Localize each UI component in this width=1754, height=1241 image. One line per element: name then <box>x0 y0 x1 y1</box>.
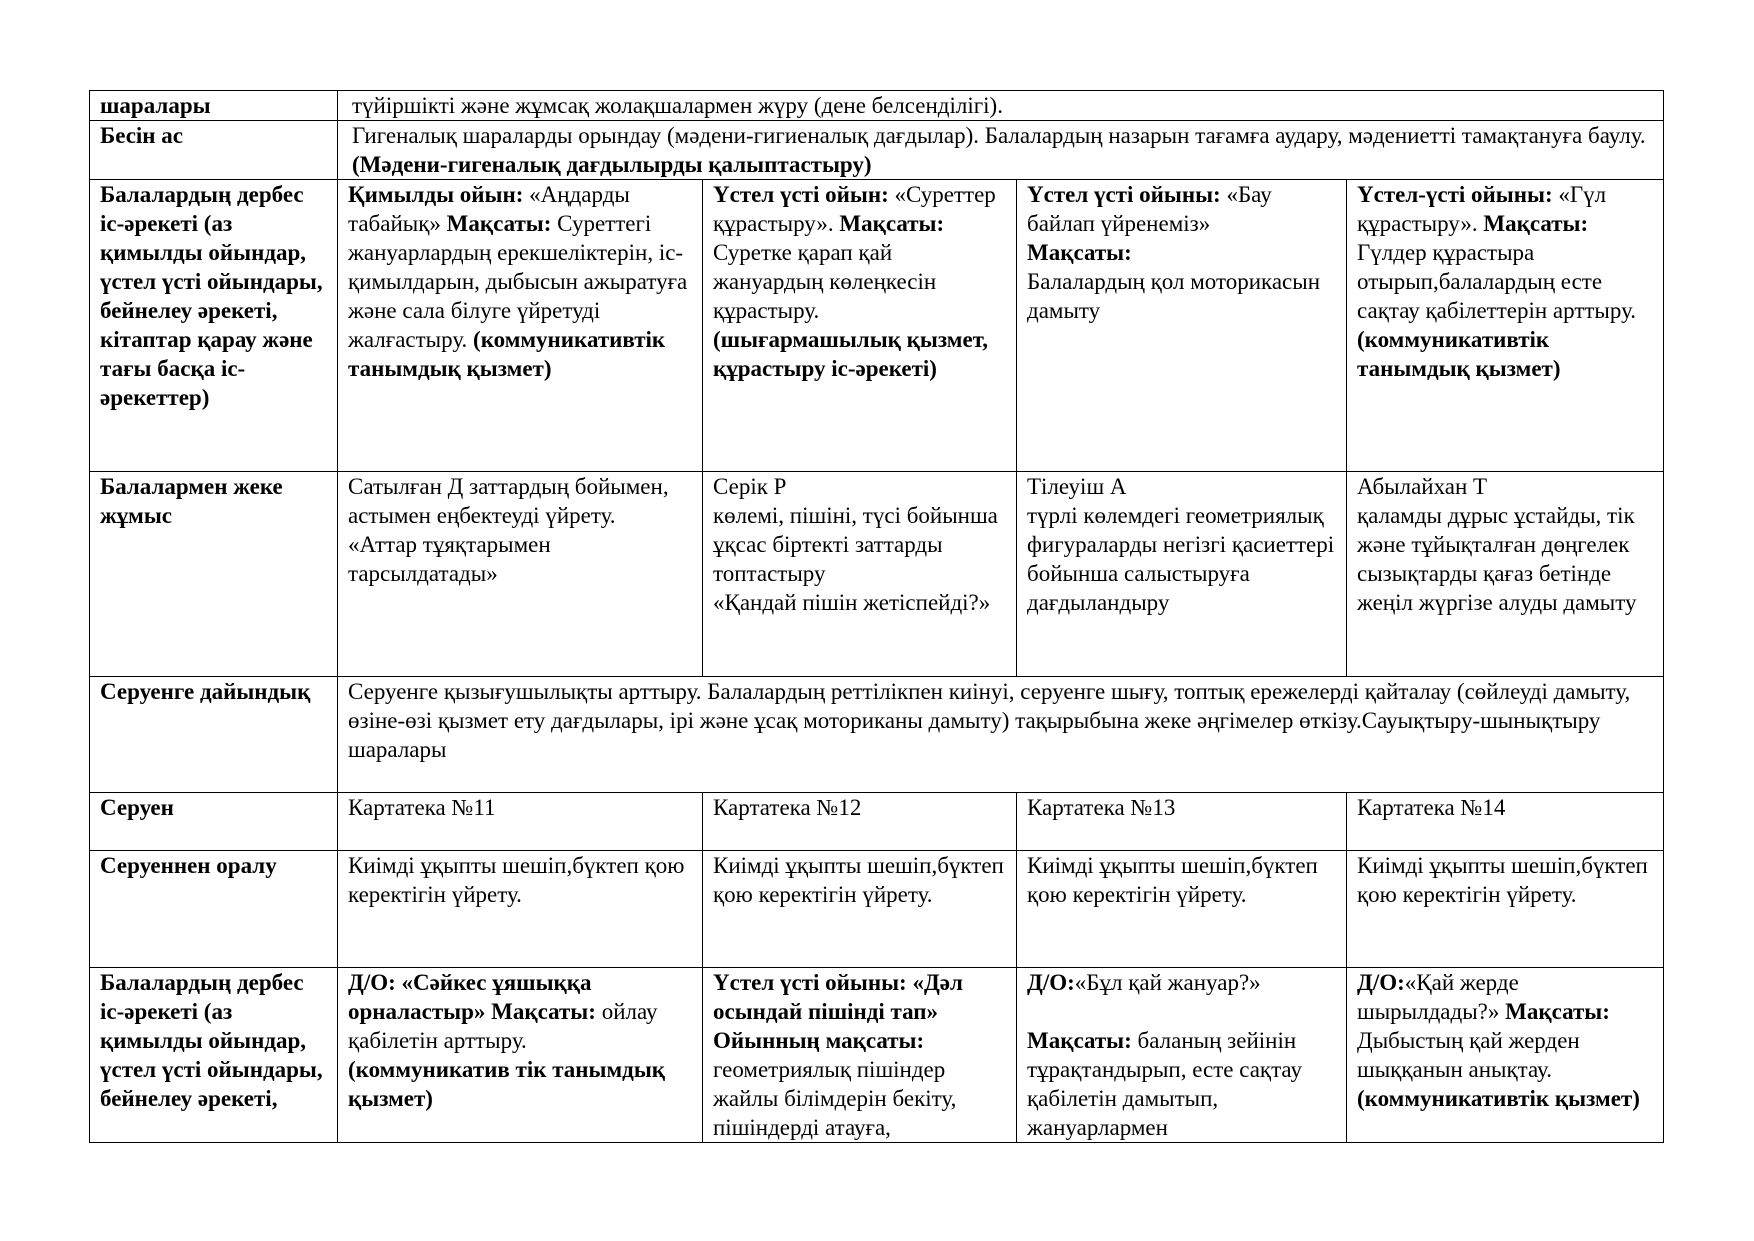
row-label: Балалармен жеке жұмыс <box>90 472 338 677</box>
plan-cell: Абылайхан Т қаламды дұрыс ұстайды, тік және тұйықталған дөңгелек сызықтарды қағаз бетінде жеңіл жүргізе алуды дамыту <box>1347 472 1664 677</box>
table-row <box>90 121 1664 180</box>
row-label: Балалардың дербес іс-әрекеті (аз қимылды ойындар, үстел үсті ойындары, бейнелеу әрекеті, <box>90 968 338 1143</box>
table-row <box>90 793 1664 851</box>
plan-cell: Серік Р көлемі, пішіні, түсі бойынша ұқсас біртекті заттарды топтастыру «Қандай пішін жетіспейді?» <box>703 472 1017 677</box>
plan-cell: Д/О:«Бұл қай жануар?» Мақсаты: баланың зейінін тұрақтандырып, есте сақтау қабілетін дамытып, жануарлармен <box>1017 968 1347 1143</box>
daily-plan-table <box>89 90 1664 1143</box>
plan-cell: Үстел үсті ойын: «Суреттер құрастыру». Мақсаты: Суретке қарап қай жануардың көлеңкесін құрастыру. (шығармашылық қызмет, құрастыру іс-әрекеті) <box>703 180 1017 472</box>
plan-cell: Картатека №12 <box>703 793 1017 851</box>
plan-cell: Киімді ұқыпты шешіп,бүктеп қою керектігін үйрету. <box>1017 851 1347 968</box>
row-label: Серуен <box>90 793 338 851</box>
plan-cell: Үстел үсті ойыны: «Дәл осындай пішінді тап» Ойынның мақсаты: геометриялық пішіндер жайлы білімдерін бекіту, пішіндерді атауға, <box>703 968 1017 1143</box>
table-row <box>90 677 1664 793</box>
plan-cell: Киімді ұқыпты шешіп,бүктеп қою керектігін үйрету. <box>338 851 703 968</box>
row-content: Гигеналық шараларды орындау (мәдени-гигиеналық дағдылар). Балалардың назарын тағамға аудару, мәдениетті тамақтануға баулу. (Мәдени-гигеналық дағдылырды қалыптастыру) <box>338 121 1664 180</box>
plan-cell: Киімді ұқыпты шешіп,бүктеп қою керектігін үйрету. <box>703 851 1017 968</box>
table-row <box>90 180 1664 472</box>
plan-cell: Қимылды ойын: «Аңдарды табайық» Мақсаты: Суреттегі жануарлардың ерекшеліктерін, іс-қимылдарын, дыбысын ажыратуға және сала білуге үйретуді жалғастыру. (коммуникативтік танымдық қызмет) <box>338 180 703 472</box>
table-row <box>90 472 1664 677</box>
row-label: Серуенге дайындық <box>90 677 338 793</box>
plan-cell: Д/О: «Сәйкес ұяшыққа орналастыр» Мақсаты: ойлау қабілетін арттыру. (коммуникатив тік танымдық қызмет) <box>338 968 703 1143</box>
plan-cell: Үстел үсті ойыны: «Бау байлап үйренеміз» Мақсаты: Балалардың қол моторикасын дамыту <box>1017 180 1347 472</box>
row-label: Бесін ас <box>90 121 338 180</box>
blank-line <box>1027 997 1336 1026</box>
table-row <box>90 968 1664 1143</box>
row-content: түйіршікті және жұмсақ жолақшалармен жүру (дене белсенділігі). <box>338 91 1664 121</box>
plan-cell: Сатылған Д заттардың бойымен, астымен еңбектеуді үйрету. «Аттар тұяқтарымен тарсылдатады» <box>338 472 703 677</box>
plan-cell: Картатека №11 <box>338 793 703 851</box>
plan-cell: Д/О:«Қай жерде шырылдады?» Мақсаты: Дыбыстың қай жерден шыққанын анықтау.(коммуникативтік қызмет) <box>1347 968 1664 1143</box>
plan-cell: Картатека №14 <box>1347 793 1664 851</box>
plan-cell: Киімді ұқыпты шешіп,бүктеп қою керектігін үйрету. <box>1347 851 1664 968</box>
row-label: Серуеннен оралу <box>90 851 338 968</box>
table-row <box>90 851 1664 968</box>
table-row <box>90 91 1664 121</box>
row-label: Балалардың дербес іс-әрекеті (аз қимылды ойындар, үстел үсті ойындары, бейнелеу әрекеті, кітаптар қарау және тағы басқа іс-әрекеттер) <box>90 180 338 472</box>
plan-cell: Үстел-үсті ойыны: «Гүл құрастыру». Мақсаты: Гүлдер құрастыра отырып,балалардың есте сақтау қабілеттерін арттыру.(коммуникативтік танымдық қызмет) <box>1347 180 1664 472</box>
row-content: Серуенге қызығушылықты арттыру. Балалардың реттілікпен киінуі, серуенге шығу, топтық ережелерді қайталау (сөйлеуді дамыту, өзіне-өзі қызмет ету дағдылары, ірі және ұсақ моториканы дамыту) тақырыбына жеке әңгімелер өткізу.Сауықтыру-шынықтыру шаралары <box>338 677 1664 793</box>
plan-cell: Картатека №13 <box>1017 793 1347 851</box>
plan-cell: Тілеуіш А түрлі көлемдегі геометриялық фигураларды негізгі қасиеттері бойынша салыстыруға дағдыландыру <box>1017 472 1347 677</box>
row-label: шаралары <box>90 91 338 121</box>
